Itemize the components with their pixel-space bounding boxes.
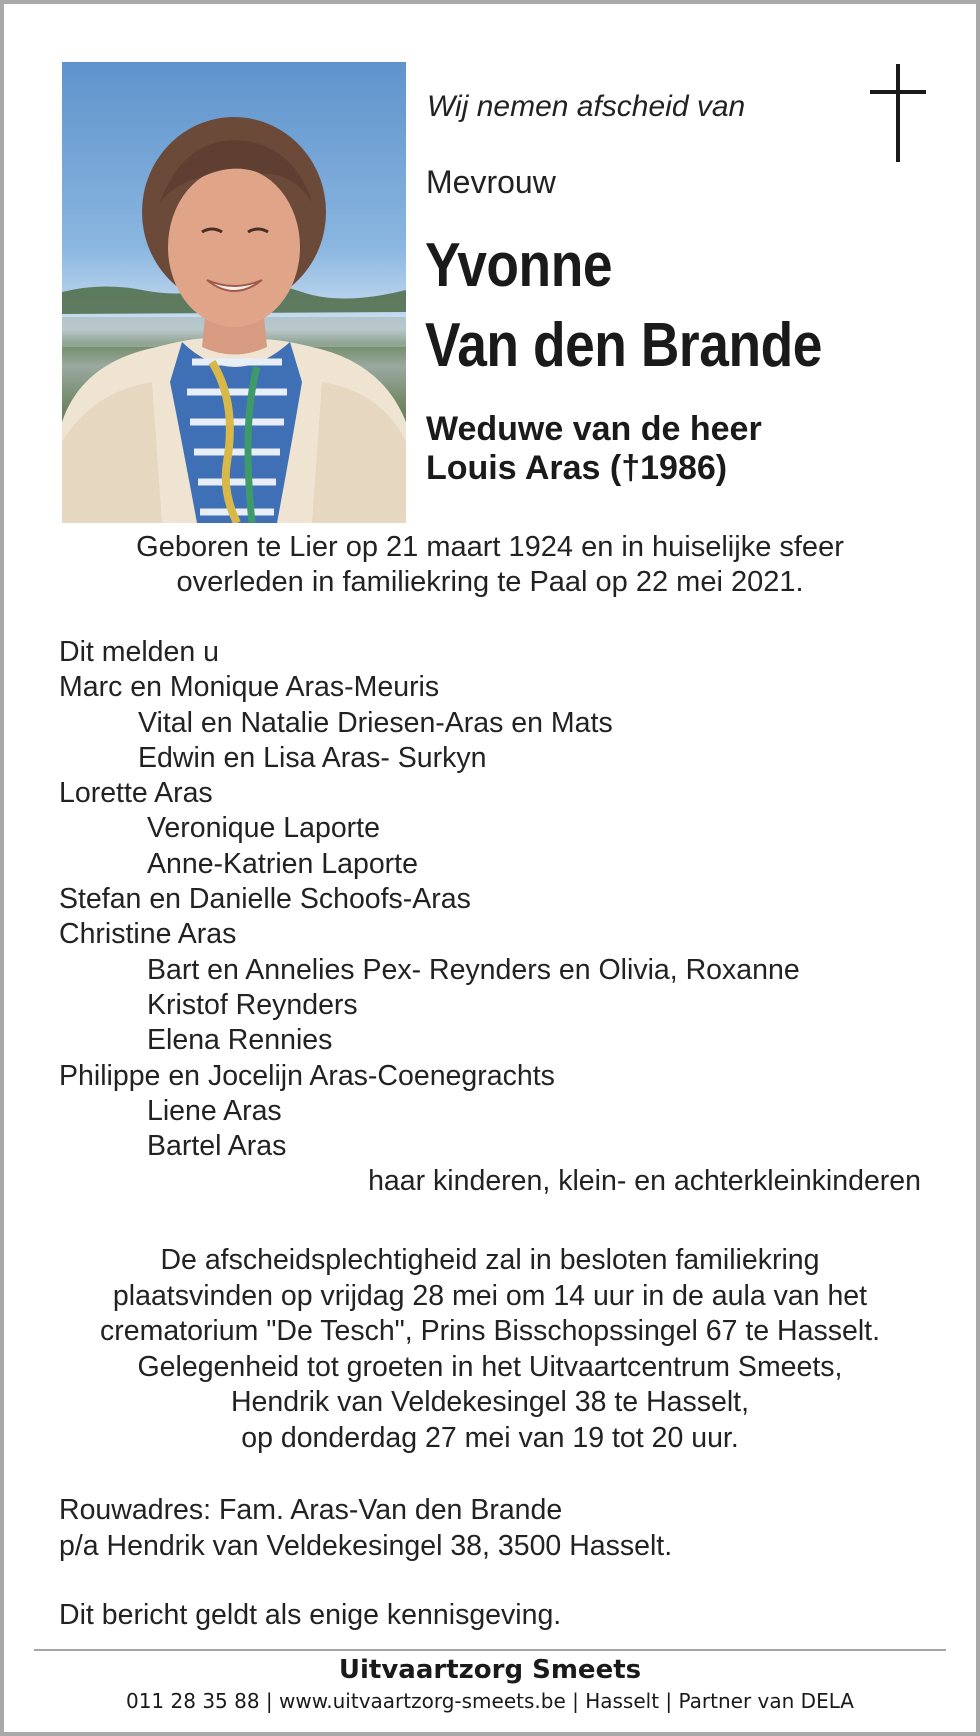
- cross-icon: [870, 64, 926, 162]
- address-line-1: Rouwadres: Fam. Aras-Van den Brande: [59, 1494, 563, 1526]
- family-member: Christine Aras: [59, 918, 237, 951]
- last-name: Van den Brande: [425, 311, 822, 380]
- birth-line-2: overleden in familiekring te Paal op 22 mei 2021.: [176, 566, 804, 598]
- family-member: Philippe en Jocelijn Aras-Coenegrachts: [59, 1059, 555, 1092]
- family-member: Edwin en Lisa Aras- Surkyn: [138, 741, 487, 774]
- mourning-address: [59, 1493, 672, 1564]
- family-intro: Dit melden u: [59, 636, 219, 668]
- notice-text: Dit bericht geldt als enige kennisgeving.: [59, 1599, 562, 1631]
- ceremony-line: De afscheidsplechtigheid zal in besloten familiekring: [160, 1244, 820, 1276]
- portrait-photo: [62, 62, 406, 523]
- family-member: Bartel Aras: [147, 1130, 287, 1163]
- birth-line-1: Geboren te Lier op 21 maart 1924 en in huiselijke sfeer: [136, 531, 844, 563]
- farewell-intro: Wij nemen afscheid van: [427, 90, 746, 123]
- family-member: Vital en Natalie Driesen-Aras en Mats: [138, 706, 613, 739]
- ceremony-line: crematorium "De Tesch", Prins Bisschopssingel 67 te Hasselt.: [99, 1315, 881, 1347]
- widow-info: [426, 410, 762, 488]
- honorific-title: Mevrouw: [426, 164, 556, 200]
- address-line-2: p/a Hendrik van Veldekesingel 38, 3500 Hasselt.: [59, 1529, 673, 1562]
- family-member: Lorette Aras: [59, 777, 213, 810]
- ceremony-info: [4, 1243, 976, 1456]
- ceremony-line: Gelegenheid tot groeten in het Uitvaartcentrum Smeets,: [137, 1350, 843, 1383]
- family-member: Kristof Reynders: [147, 988, 358, 1021]
- family-list: [4, 635, 976, 1200]
- footer-divider: [34, 1649, 946, 1651]
- family-member: Stefan en Danielle Schoofs-Aras: [59, 883, 471, 916]
- first-name: Yvonne: [425, 231, 613, 300]
- family-member: Liene Aras: [147, 1094, 282, 1127]
- family-member: Veronique Laporte: [147, 812, 380, 845]
- widow-line-1: Weduwe van de heer: [426, 410, 762, 448]
- family-member: Bart en Annelies Pex- Reynders en Olivia, Roxanne: [147, 953, 800, 986]
- widow-line-2: Louis Aras (†1986): [426, 449, 728, 487]
- family-member: Marc en Monique Aras-Meuris: [59, 671, 440, 704]
- ceremony-line: Hendrik van Veldekesingel 38 te Hasselt,: [230, 1386, 750, 1418]
- family-member: Elena Rennies: [147, 1024, 333, 1057]
- ceremony-line: plaatsvinden op vrijdag 28 mei om 14 uur in de aula van het: [112, 1279, 868, 1312]
- company-contact: 011 28 35 88 | www.uitvaartzorg-smeets.be | Hasselt | Partner van DELA: [125, 1689, 854, 1713]
- family-member: Anne-Katrien Laporte: [147, 847, 418, 880]
- ceremony-line: op donderdag 27 mei van 19 tot 20 uur.: [241, 1421, 739, 1454]
- birth-death-info: [4, 530, 976, 600]
- family-closing: haar kinderen, klein- en achterkleinkinderen: [368, 1165, 921, 1198]
- company-name: Uitvaartzorg Smeets: [338, 1655, 642, 1685]
- deceased-name: [425, 226, 822, 386]
